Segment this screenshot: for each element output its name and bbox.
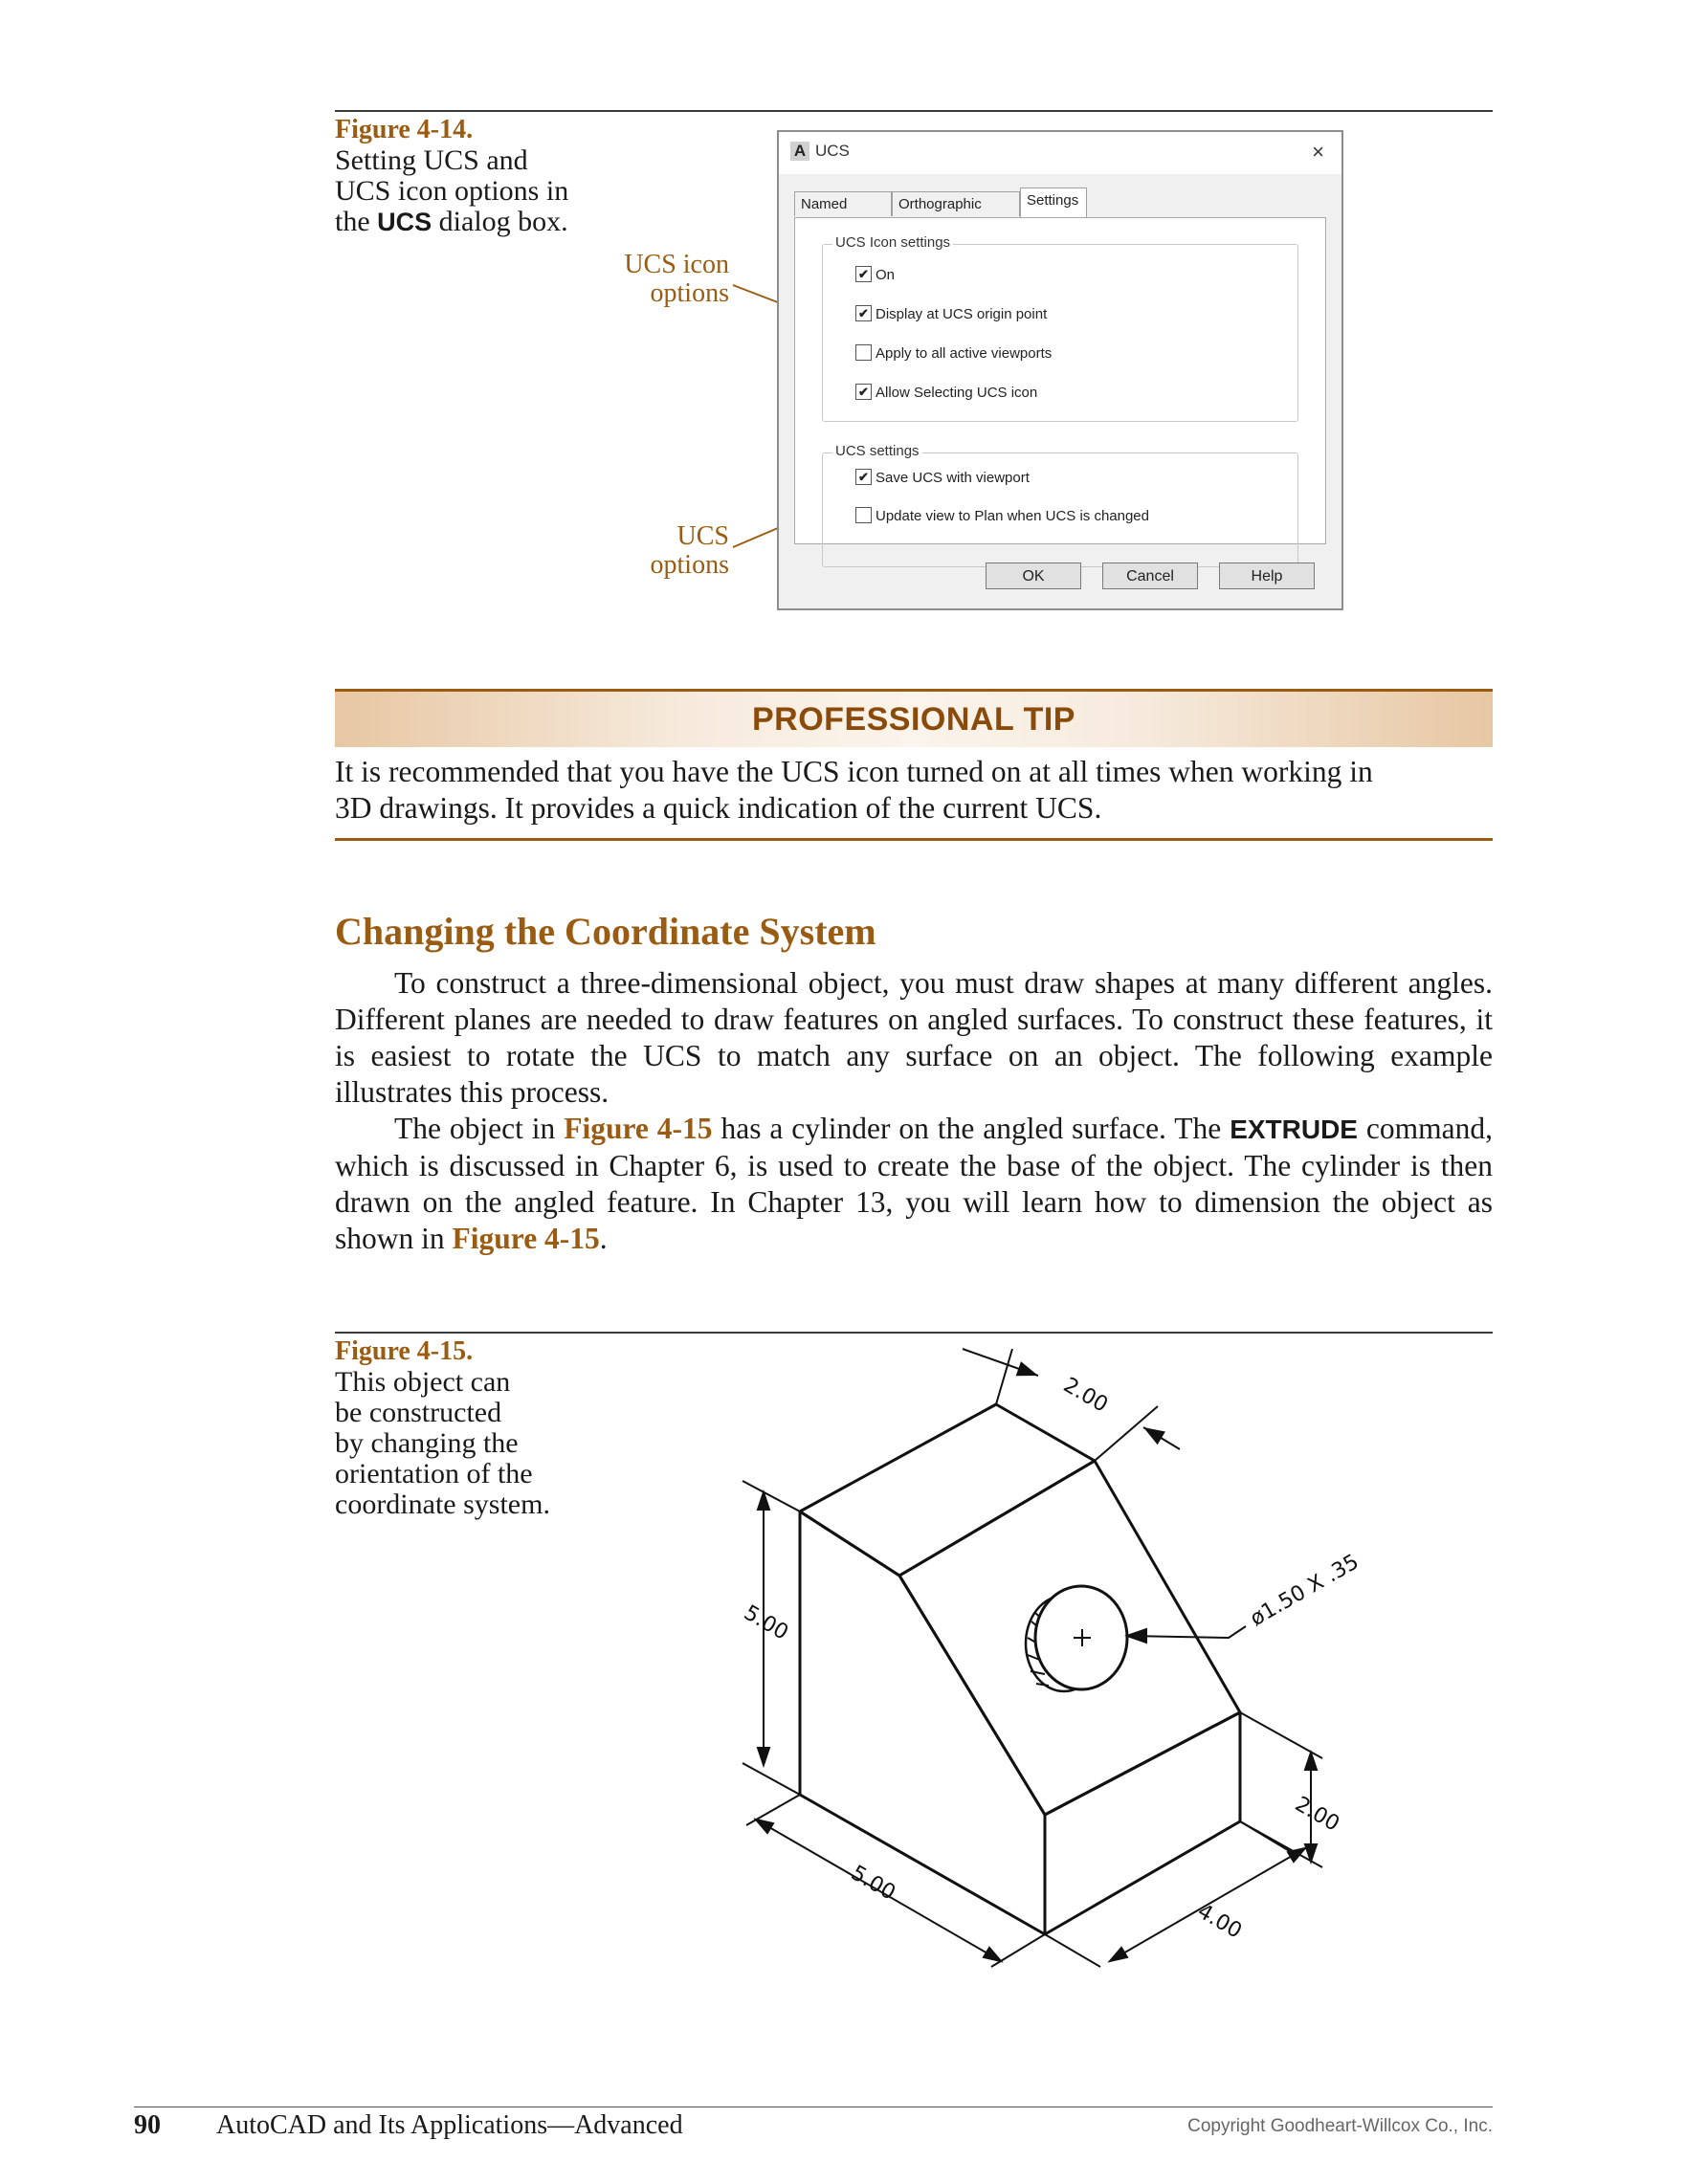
paragraph-2 [335,1111,1493,1257]
group-label: UCS settings [832,443,922,459]
callout-line: UCS icon [624,250,729,279]
checkbox-label: Allow Selecting UCS icon [876,385,1038,401]
checkbox-label: On [876,267,896,283]
checkbox-save-ucs-viewport[interactable] [855,469,1030,488]
left-face [800,1511,1045,1934]
checkbox-label: Apply to all active viewports [876,345,1053,362]
extension-line [746,1795,800,1825]
checkbox-allow-selecting-icon[interactable] [855,384,1037,403]
tip-bottom-rule [335,838,1493,841]
settings-panel [794,217,1326,544]
checkbox-on[interactable] [855,266,895,285]
arrowhead [756,1820,773,1833]
checkbox-unchecked-icon[interactable] [855,344,872,361]
dialog-title-bar [779,132,1341,174]
arrowhead [984,1948,1001,1961]
extension-line [743,1481,800,1511]
page-number: 90 [134,2110,161,2140]
figure-reference-link[interactable]: Figure 4-15 [452,1222,600,1255]
dialog-title: UCS [815,142,850,160]
checkbox-apply-all-viewports[interactable] [855,344,1052,364]
tip-line: 3D drawings. It provides a quick indication of the current UCS. [335,791,1102,825]
cylinder-feature [1026,1586,1127,1691]
checkbox-checked-icon[interactable]: ✔ [855,266,872,282]
checkbox-display-at-origin[interactable] [855,305,1047,324]
close-icon[interactable]: × [1312,140,1324,164]
paragraph-1: To construct a three-dimensional object, you must draw shapes at many different angles. Different planes are needed to draw features on angled surfaces. To construct these features, it is easiest to rotate the UCS to match any surface on an object. The following example illustrates this process. [335,966,1493,1109]
checkbox-update-view-plan[interactable] [855,507,1149,526]
checkbox-label: Update view to Plan when UCS is changed [876,508,1149,524]
arrowhead [758,1748,769,1765]
caption-text: dialog box. [432,206,568,237]
top-face [800,1404,1095,1576]
callout-line: options [650,550,729,580]
dim-right: 2.00 [1291,1792,1343,1837]
text: The object in [394,1112,565,1145]
professional-tip-heading: PROFESSIONAL TIP [752,701,1075,738]
extension-line [991,1934,1045,1967]
text: has a cylinder on the angled surface. The [712,1112,1230,1145]
checkbox-label: Display at UCS origin point [876,306,1048,322]
professional-tip-banner [335,689,1493,747]
caption-command: UCS [377,208,432,236]
extension-line [1240,1821,1297,1856]
figure-15-caption-line: coordinate system. [335,1489,550,1520]
tab-named-ucss[interactable]: Named [794,191,892,216]
dimension-arrow [963,1349,1038,1376]
figure-15-label: Figure 4-15. [335,1336,474,1366]
text: . [599,1222,608,1255]
cancel-button[interactable]: Cancel [1102,563,1198,589]
front-face [1045,1712,1240,1934]
help-button[interactable]: Help [1219,563,1315,589]
figure-14-label: Figure 4-14. [335,115,474,144]
callout-line: UCS [676,521,729,551]
figure-15-caption-line: by changing the [335,1427,519,1459]
figure-15-caption-line: This object can [335,1366,511,1398]
text: command, which is discussed in Chapter 6, is used to create the base of the object. The cylinder is then drawn on the angled feature. In Chapter 13, you will learn how to dimension the object as shown in [335,1112,1493,1255]
autocad-app-icon: A [790,142,809,161]
arrowhead [1110,1948,1127,1961]
ucs-dialog [777,130,1343,610]
group-label: UCS Icon settings [832,234,953,251]
figure-15-caption-line: orientation of the [335,1458,533,1489]
section-heading: Changing the Coordinate System [335,910,876,953]
dim-bottom-right: 4.00 [1193,1899,1246,1944]
tab-settings[interactable]: Settings [1020,188,1087,218]
caption-text: the [335,206,378,237]
arrowhead [1127,1629,1146,1643]
checkbox-label: Save UCS with viewport [876,470,1030,486]
extension-line [743,1763,800,1795]
object-outline [800,1404,1240,1934]
command-name: EXTRUDE [1230,1114,1358,1144]
professional-tip-text [335,754,1493,827]
section-body [335,965,1493,1257]
callout-line: options [650,278,729,308]
extension-line [1095,1406,1158,1461]
dimension-arrow [1143,1427,1180,1449]
figure-14-caption-line: Setting UCS and [335,144,528,176]
figure-reference-link[interactable]: Figure 4-15 [564,1112,713,1145]
checkbox-unchecked-icon[interactable] [855,507,872,523]
checkbox-checked-icon[interactable]: ✔ [855,305,872,321]
checkbox-checked-icon[interactable]: ✔ [855,384,872,400]
ucs-settings-group [822,443,1298,567]
dim-top: 2.00 [1059,1373,1112,1418]
figure-15-caption-line: be constructed [335,1397,502,1428]
dim-hole: ø1.50 X .35 [1246,1550,1363,1632]
checkbox-checked-icon[interactable]: ✔ [855,469,872,485]
tip-line: It is recommended that you have the UCS icon turned on at all times when working in [335,755,1373,788]
extension-line [996,1349,1012,1404]
figure-14-caption-line: UCS icon options in [335,175,569,207]
copyright: Copyright Goodheart-Willcox Co., Inc. [1187,2116,1493,2136]
ok-button[interactable]: OK [986,563,1081,589]
extension-line [1045,1934,1100,1967]
dim-bottom-left: 5.00 [847,1861,899,1906]
ucs-icon-settings-group [822,234,1298,422]
book-title: AutoCAD and Its Applications—Advanced [216,2110,683,2140]
dim-left: 5.00 [740,1600,792,1645]
isometric-object-drawing [0,1320,1707,1990]
extension-line [1240,1712,1322,1758]
tab-orthographic-ucss[interactable]: Orthographic [892,191,1020,216]
